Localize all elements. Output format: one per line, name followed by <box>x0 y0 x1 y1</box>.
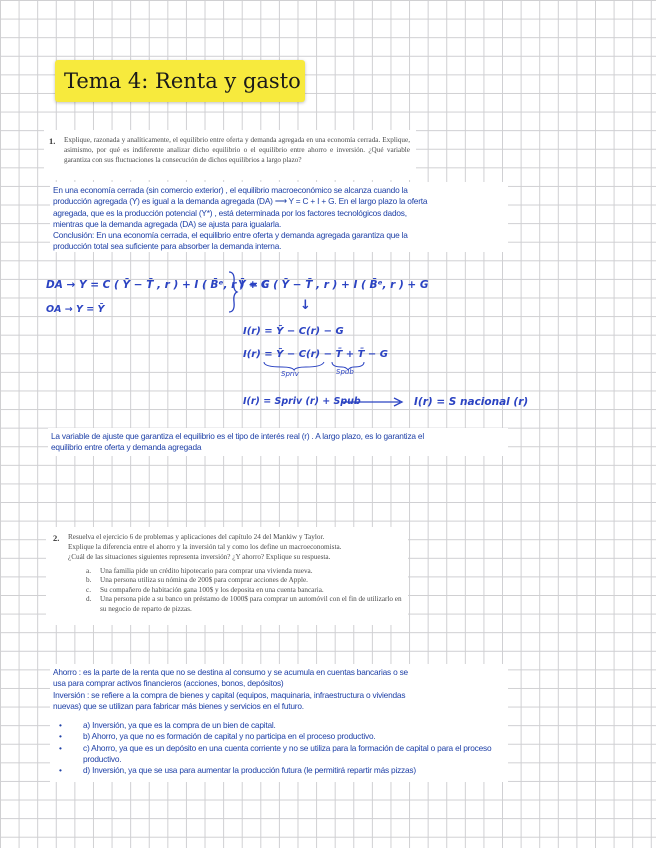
answer-2-block <box>50 664 508 782</box>
answer-2-line: Inversión : se refiere a la compra de bienes y capital (equipos, maquinaria, infraestructura o viviendas <box>53 689 406 700</box>
question-2-line: Resuelva el ejercicio 6 de problemas y aplicaciones del capítulo 24 del Mankiw y Taylor. <box>68 533 325 541</box>
handwritten-investment-eq-1: I(r) = Ȳ − C(r) − G <box>243 326 344 337</box>
handwritten-brace <box>225 270 239 314</box>
bullet-item: • a) Inversión, ya que es la compra de un bien de capital. <box>53 720 503 731</box>
handwritten-underbraces <box>262 361 382 371</box>
conclusion-line: equilibrio entre oferta y demanda agregada <box>51 442 202 453</box>
handwritten-label-spub: Spub <box>336 368 354 376</box>
option-item <box>86 595 406 614</box>
question-2-options <box>86 567 406 614</box>
handwritten-equilibrium-equation: Ȳ = C ( Ȳ − T̄ , r ) + I ( B̄ᵉ, r ) + G <box>238 279 429 291</box>
handwritten-final-equation: I(r) = S nacional (r) <box>414 396 529 408</box>
question-2-number: 2. <box>53 533 60 543</box>
option-text: Una persona utiliza su nómina de 200$ para comprar acciones de Apple. <box>100 576 308 585</box>
answer-2-line: usa para comprar activos financieros (acciones, bonos, depósitos) <box>53 678 284 689</box>
page-title: Tema 4: Renta y gasto <box>64 69 301 93</box>
handwritten-investment-eq-2: I(r) = Ȳ − C(r) − T̄ + T̄ − G <box>243 349 389 360</box>
answer-1-line: Conclusión: En una economía cerrada, el equilibrio entre oferta y demanda agregada garantiza que la <box>53 230 408 241</box>
option-item <box>86 586 406 595</box>
option-text: Una persona pide a su banco un préstamo de 1000$ para comprar un automóvil con el fin de utilizarlo en su negocio de reparto de pizzas. <box>100 595 402 613</box>
option-text: Su compañero de habitación gana 100$ y los deposita en una cuenta bancaria. <box>100 585 324 594</box>
question-2-line: Explique la diferencia entre el ahorro y la inversión tal y como los define un macroeconomista. <box>68 543 342 552</box>
answer-1-conclusion <box>51 431 509 454</box>
bullet-item: • d) Inversión, ya que se usa para aumentar la producción futura (le permitirá repartir más pizzas) <box>53 765 503 776</box>
option-letter: c. <box>86 585 91 594</box>
option-letter: a. <box>86 567 91 575</box>
answer-2-bullets <box>53 720 503 776</box>
answer-2-definitions <box>53 667 509 712</box>
handwritten-label-spriv: Spriv <box>281 370 299 378</box>
answer-1-block <box>50 182 508 252</box>
option-letter: d. <box>86 595 92 604</box>
question-1-text: Explique, razonada y analíticamente, el equilibrio entre oferta y demanda agregada en una economía cerrada. Explique, asimismo, por qué es indiferente analizar dicho equilibrio o el equilibrio entre ahorro e inversión. ¿Qué variable garantiza con sus fluctuaciones la consecución de dichos equilibrios a largo plazo? <box>64 136 410 165</box>
answer-1-line: mientras que la demanda agregada (DA) se ajusta para igualarla. <box>53 218 282 229</box>
question-1-number: 1. <box>49 136 56 146</box>
answer-1-line: agregada, que es la producción potencial (Y*) , está determinada por los factores tecnológicos dados, <box>53 207 407 218</box>
handwritten-da-equation: DA → Y = C ( Ȳ − T̄ , r ) + I ( B̄ᵉ, r ) + G <box>46 279 270 291</box>
handwritten-down-arrow: ↓ <box>300 298 311 313</box>
question-2-block <box>46 527 408 625</box>
handwritten-long-arrow <box>340 397 406 407</box>
option-item <box>86 576 406 585</box>
option-item <box>86 567 406 576</box>
option-text: Una familia pide un crédito hipotecario para comprar una vivienda nueva. <box>100 567 313 575</box>
answer-1-text <box>53 185 509 253</box>
answer-1-line: producción agregada (Y) es igual a la demanda agregada (DA) ⟶ Y = C + I + G. En el largo plazo la oferta <box>53 196 428 207</box>
handwritten-oa-equation: OA → Y = Ȳ <box>46 304 105 315</box>
question-1-block <box>44 130 416 180</box>
question-2-line: ¿Cuál de las situaciones siguientes representa inversión? ¿Y ahorro? Explique su respuesta. <box>68 553 331 562</box>
title-highlight <box>55 60 305 102</box>
answer-2-line: nuevas) que se utilizan para fabricar más bienes y servicios en el futuro. <box>53 700 304 711</box>
answer-1-line: En una economía cerrada (sin comercio exterior) , el equilibrio macroeconómico se alcanza cuando la <box>53 185 408 195</box>
question-2-text <box>68 532 406 563</box>
handwritten-investment-eq-3: I(r) = Spriv (r) + Spub <box>243 396 361 407</box>
option-letter: b. <box>86 576 92 585</box>
bullet-item: • b) Ahorro, ya que no es formación de capital y no participa en el proceso productivo. <box>53 731 503 742</box>
bullet-item: • c) Ahorro, ya que es un depósito en una cuenta corriente y no se utiliza para la formación de capital o para el proceso productivo. <box>53 743 503 766</box>
answer-1-conclusion-block <box>48 428 508 456</box>
answer-1-line: producción total sea suficiente para absorber la demanda interna. <box>53 241 282 252</box>
conclusion-line: La variable de ajuste que garantiza el equilibrio es el tipo de interés real (r) . A largo plazo, es lo garantiza el <box>51 431 424 441</box>
answer-2-line: Ahorro : es la parte de la renta que no se destina al consumo y se acumula en cuentas bancarias o se <box>53 667 408 677</box>
